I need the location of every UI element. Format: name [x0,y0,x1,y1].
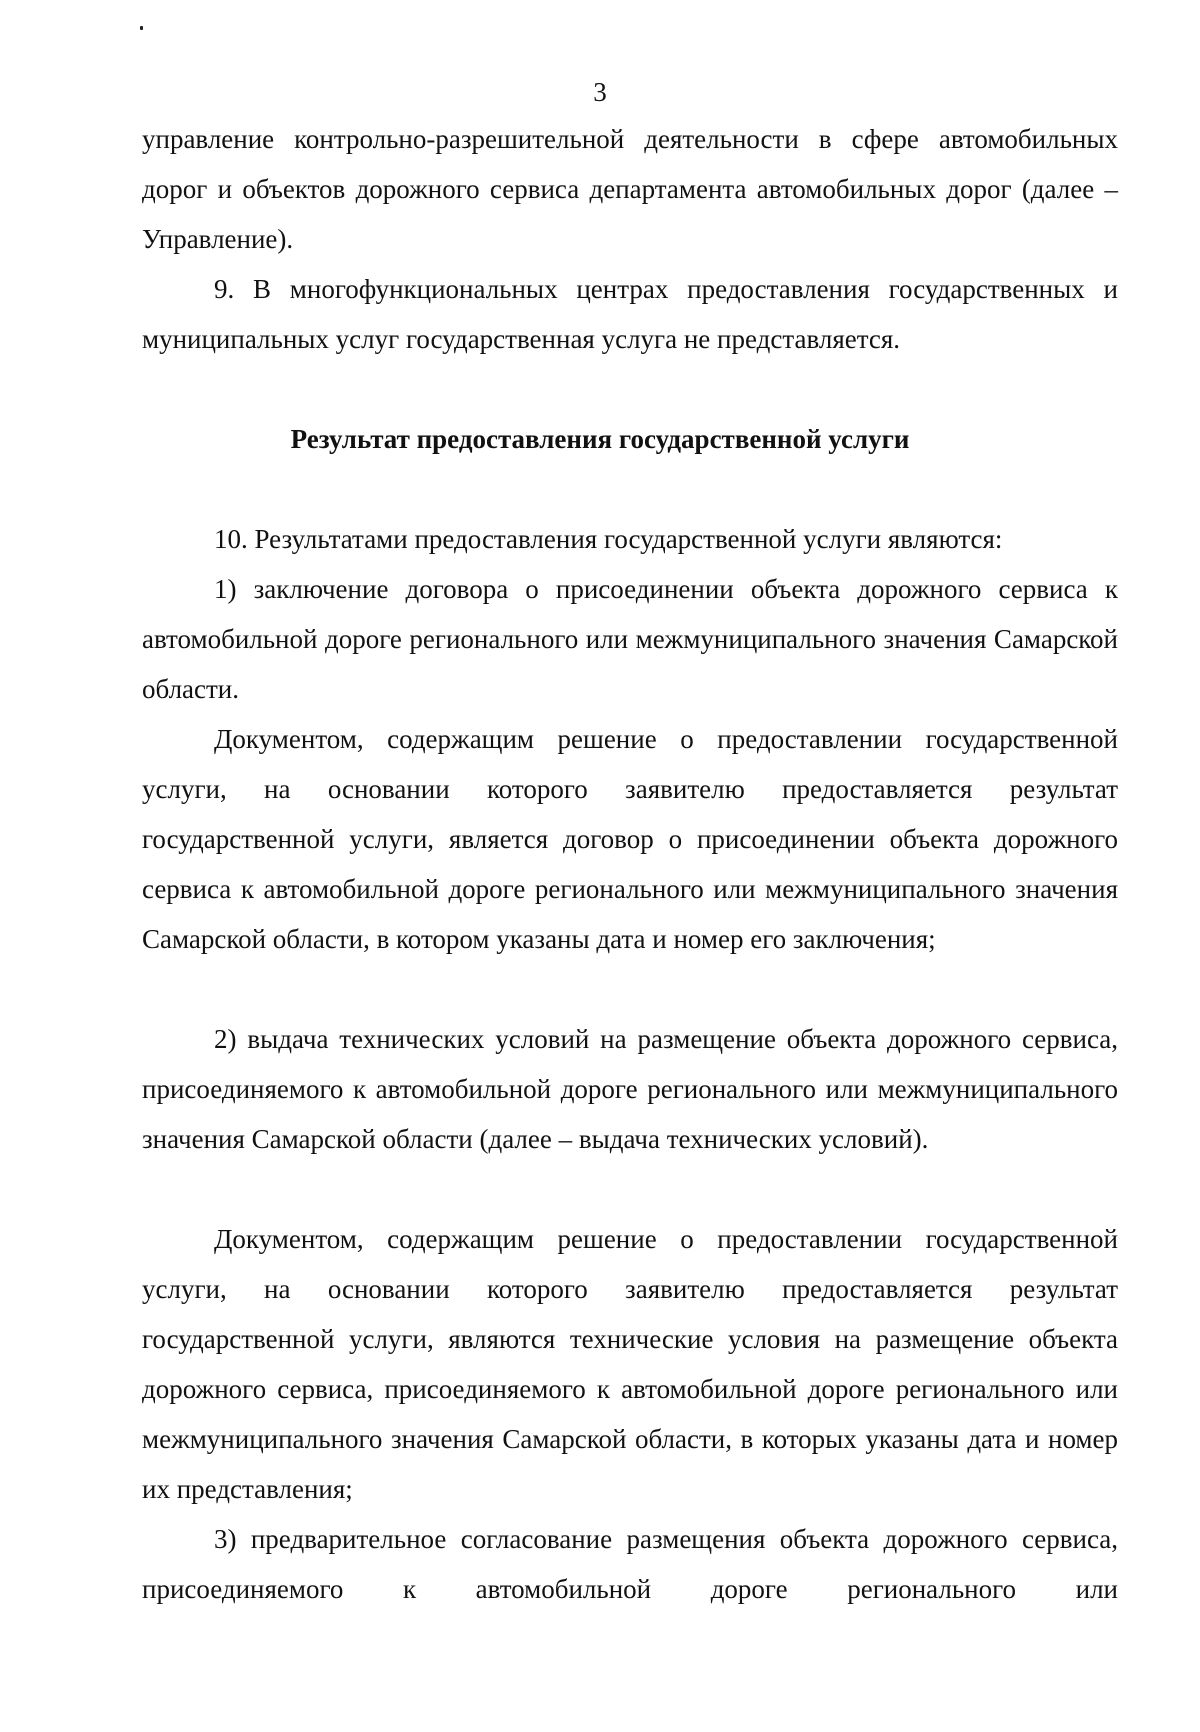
paragraph-document-2: Документом, содержащим решение о предоставлении государственной услуги, на основании которого заявителю предоставляется результат государственной услуги, являются технические условия на размещение объекта дорожного сервиса, присоединяемого к автомобильной дороге регионального или межмуниципального значения Самарской области, в которых указаны дата и номер их представления; [142,1224,1118,1504]
scan-speck [140,26,143,30]
section-heading: Результат предоставления государственной услуги [290,424,910,454]
paragraph-9: 9. В многофункциональных центрах предоставления государственных и муниципальных услуг государственная услуга не представляется. [142,274,1118,354]
paragraph-10-item-2: 2) выдача технических условий на размещение объекта дорожного сервиса, присоединяемого к автомобильной дороге регионального или межмуниципального значения Самарской области (далее – выдача технических условий). [142,1024,1118,1154]
paragraph-10-item-1: 1) заключение договора о присоединении объекта дорожного сервиса к автомобильной дороге регионального или межмуниципального значения Самарской области. [142,574,1118,704]
paragraph-10-item-3: 3) предварительное согласование размещения объекта дорожного сервиса, присоединяемого к автомобильной дороге регионального или [142,1524,1118,1604]
paragraph-continuation: управление контрольно-разрешительной деятельности в сфере автомобильных дорог и объектов дорожного сервиса департамента автомобильных дорог (далее – Управление). [142,124,1118,254]
paragraph-10: 10. Результатами предоставления государственной услуги являются: [214,524,1003,554]
page-number: 3 [593,77,607,107]
paragraph-document-1: Документом, содержащим решение о предоставлении государственной услуги, на основании которого заявителю предоставляется результат государственной услуги, является договор о присоединении объекта дорожного сервиса к автомобильной дороге регионального или межмуниципального значения Самарской области, в котором указаны дата и номер его заключения; [142,724,1118,954]
